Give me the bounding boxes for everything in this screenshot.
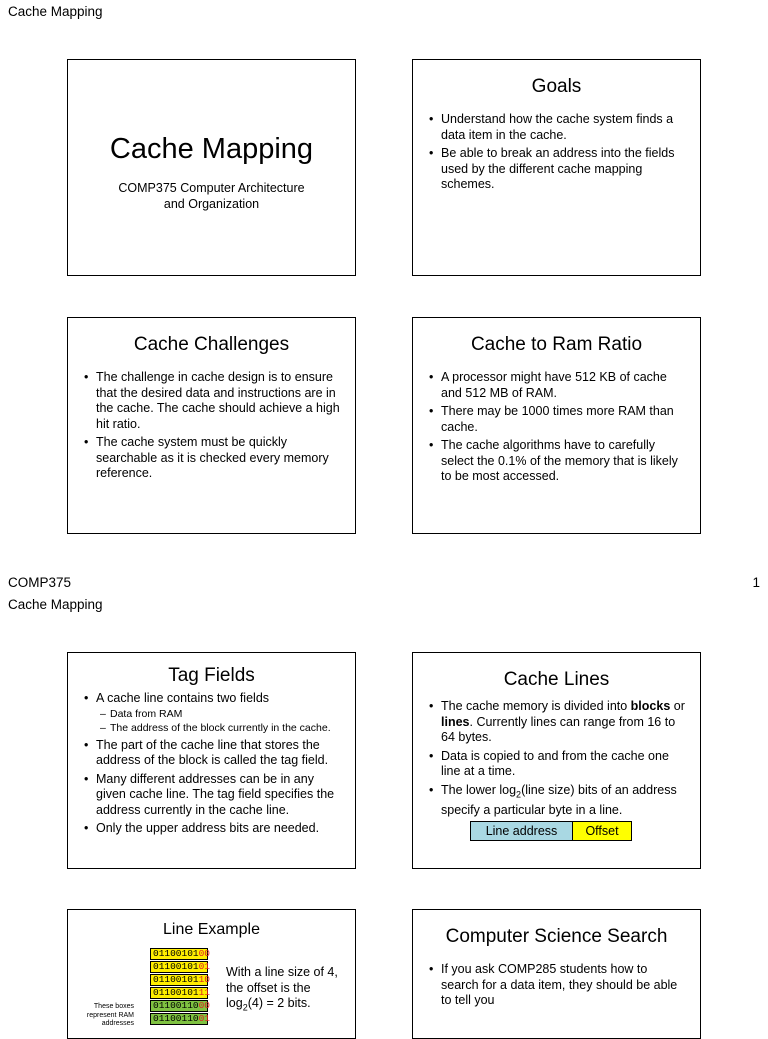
bullet-list bbox=[413, 370, 700, 485]
line-address-field: Line address bbox=[471, 822, 573, 840]
address-prefix: 01100101 bbox=[153, 948, 199, 959]
bullet-item: • A processor might have 512 KB of cache and 512 MB of RAM. bbox=[429, 370, 686, 401]
bullet-text: or bbox=[670, 699, 685, 713]
slide-title-text: Line Example bbox=[163, 921, 260, 938]
bullet-item: • The cache algorithms have to carefully select the 0.1% of the memory that is likely to be most accessed. bbox=[429, 438, 686, 485]
sub-bullet-item: – The address of the block currently in the cache. bbox=[100, 722, 341, 735]
address-prefix: 01100101 bbox=[153, 987, 199, 998]
bullet-list bbox=[413, 112, 700, 193]
slide-main-title: Cache Mapping bbox=[109, 133, 314, 165]
bullet-item bbox=[429, 783, 686, 819]
bullet-item: • If you ask COMP285 students how to search for a data item, they should be able to tell you bbox=[429, 962, 686, 1009]
bullet-item: • Only the upper address bits are needed. bbox=[84, 821, 341, 837]
address-prefix: 01100110 bbox=[153, 1013, 199, 1024]
example-text-line: With a line size of 4, bbox=[226, 965, 338, 979]
slide-title-text: Cache to Ram Ratio bbox=[470, 334, 643, 355]
subscript: 2 bbox=[242, 1002, 248, 1013]
sub-bullet-item: – Data from RAM bbox=[100, 708, 341, 721]
bullet-item: • Many different addresses can be in any given cache line. The tag field specifies the address currently in the cache line. bbox=[84, 772, 341, 819]
address-prefix: 01100110 bbox=[153, 1000, 199, 1011]
bullet-item bbox=[429, 699, 686, 746]
term-lines: lines bbox=[441, 714, 470, 729]
ram-address-column bbox=[150, 948, 211, 1028]
address-offset: 11 bbox=[198, 987, 211, 998]
slide-title-text: Cache Lines bbox=[503, 669, 610, 690]
line-example-text bbox=[226, 965, 338, 1016]
ram-address-cell bbox=[150, 948, 211, 960]
address-offset: 10 bbox=[198, 974, 211, 985]
bullet-list bbox=[413, 962, 700, 1009]
bullet-text: (line size) bits of an address specify a particular byte in a line. bbox=[441, 782, 677, 817]
bullet-text: A cache line contains two fields bbox=[96, 691, 270, 705]
example-text: log bbox=[226, 996, 243, 1010]
subtitle-line: and Organization bbox=[163, 197, 260, 211]
slide-title-text: Tag Fields bbox=[168, 665, 255, 686]
page-header: Cache Mapping bbox=[8, 597, 103, 612]
sub-bullet-list bbox=[96, 708, 341, 735]
address-offset: 01 bbox=[198, 961, 211, 972]
subscript: 2 bbox=[516, 789, 522, 799]
bullet-item bbox=[84, 691, 341, 735]
slide-title-text: Computer Science Search bbox=[445, 926, 668, 947]
ram-address-cell bbox=[150, 987, 211, 999]
slide-title-text: Cache Challenges bbox=[133, 334, 290, 355]
example-text: (4) = 2 bits. bbox=[247, 996, 311, 1010]
slide-cache-ram-ratio bbox=[412, 317, 701, 534]
bullet-text: The lower log bbox=[441, 782, 517, 797]
bullet-item: • The part of the cache line that stores the address of the block is called the tag field. bbox=[84, 738, 341, 769]
bullet-list bbox=[68, 370, 355, 482]
slide-line-example bbox=[67, 909, 356, 1039]
bullet-list bbox=[413, 699, 700, 818]
address-offset: 00 bbox=[198, 948, 211, 959]
bullet-item: • There may be 1000 times more RAM than cache. bbox=[429, 404, 686, 435]
slide-tag-fields bbox=[67, 652, 356, 869]
address-prefix: 01100101 bbox=[153, 974, 199, 985]
address-offset: 00 bbox=[198, 1000, 211, 1011]
page-footer-course: COMP375 bbox=[8, 575, 72, 590]
slide-title bbox=[67, 59, 356, 276]
ram-boxes-label: These boxes represent RAM addresses bbox=[86, 1003, 134, 1027]
bullet-item: • Understand how the cache system finds a data item in the cache. bbox=[429, 112, 686, 143]
ram-address-cell bbox=[150, 974, 211, 986]
offset-field: Offset bbox=[573, 822, 631, 840]
slide-subtitle bbox=[68, 180, 355, 212]
example-text-line bbox=[226, 996, 338, 1016]
address-offset: 01 bbox=[198, 1013, 211, 1024]
bullet-text: . Currently lines can range from 16 to 64 bytes. bbox=[441, 714, 676, 744]
bullet-item: • The challenge in cache design is to ensure that the desired data and instructions are in the cache. The cache should achieve a high hit ratio. bbox=[84, 370, 341, 432]
slide-title-text: Goals bbox=[531, 76, 582, 97]
address-format-diagram bbox=[470, 821, 632, 841]
bullet-list bbox=[68, 691, 355, 837]
term-blocks: blocks bbox=[630, 699, 671, 713]
slide-cache-challenges bbox=[67, 317, 356, 534]
subtitle-line: COMP375 Computer Architecture bbox=[118, 181, 305, 195]
ram-address-cell bbox=[150, 1013, 211, 1025]
bullet-text: The cache memory is divided into bbox=[441, 699, 631, 713]
slide-goals bbox=[412, 59, 701, 276]
address-prefix: 01100101 bbox=[153, 961, 199, 972]
ram-address-cell bbox=[150, 961, 211, 973]
page-number: 1 bbox=[752, 575, 760, 590]
slide-cs-search bbox=[412, 909, 701, 1039]
slide-cache-lines bbox=[412, 652, 701, 869]
ram-address-cell bbox=[150, 1000, 211, 1012]
bullet-item: • Be able to break an address into the fields used by the different cache mapping schemes. bbox=[429, 146, 686, 193]
example-text-line: the offset is the bbox=[226, 980, 311, 995]
page-header: Cache Mapping bbox=[8, 4, 103, 19]
bullet-item: • Data is copied to and from the cache one line at a time. bbox=[429, 749, 686, 780]
bullet-item: • The cache system must be quickly searchable as it is checked every memory reference. bbox=[84, 435, 341, 482]
